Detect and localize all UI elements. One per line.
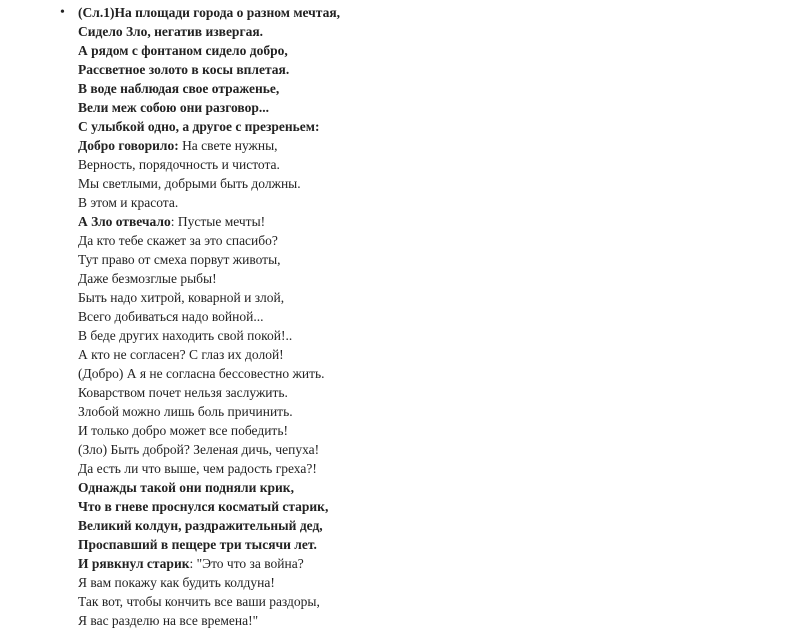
poem-line: Быть надо хитрой, коварной и злой, — [78, 290, 285, 305]
poem-line: Проспавший в пещере три тысячи лет. — [78, 537, 317, 552]
poem-line-rest: : Пустые мечты! — [170, 214, 266, 229]
poem-line: Я вас разделю на все времена!" — [78, 613, 259, 628]
poem-line: И только добро может все победить! — [78, 423, 288, 438]
poem-line: В беде других находить свой покой!.. — [78, 328, 293, 343]
poem-line: Тут право от смеха порвут животы, — [78, 252, 281, 267]
poem-line: Рассветное золото в косы вплетая. — [78, 62, 290, 77]
poem-line: Я вам покажу как будить колдуна! — [78, 575, 275, 590]
poem-line: Мы светлыми, добрыми быть должны. — [78, 176, 301, 191]
poem-line: Злобой можно лишь боль причинить. — [78, 404, 293, 419]
poem-line: Да кто тебе скажет за это спасибо? — [78, 233, 278, 248]
poem-line: Сидело Зло, негатив извергая. — [78, 24, 263, 39]
poem-line: (Сл.1)На площади города о разном мечтая, — [78, 5, 341, 20]
poem-line: Великий колдун, раздражительный дед, — [78, 518, 323, 533]
poem-line: Что в гневе проснулся косматый старик, — [78, 499, 329, 514]
poem-line: А рядом с фонтаном сидело добро, — [78, 43, 288, 58]
poem-line-rest: На свете нужны, — [178, 138, 278, 153]
speaker-label: Добро говорило: — [78, 138, 179, 153]
speaker-label: А Зло отвечало — [78, 214, 171, 229]
poem-line: Всего добиваться надо войной... — [78, 309, 264, 324]
poem-text — [78, 3, 778, 630]
speaker-label: И рявкнул старик — [78, 556, 190, 571]
poem-line: В воде наблюдая свое отраженье, — [78, 81, 280, 96]
poem-line: (Зло) Быть доброй? Зеленая дичь, чепуха! — [78, 442, 320, 457]
poem-line-rest: : "Это что за война? — [189, 556, 304, 571]
poem-line — [78, 554, 778, 573]
bullet-marker: • — [60, 5, 65, 20]
poem-line: Верность, порядочность и чистота. — [78, 157, 280, 172]
poem-line: Однажды такой они подняли крик, — [78, 480, 294, 495]
poem-line — [78, 212, 778, 231]
poem-line: Коварством почет нельзя заслужить. — [78, 385, 288, 400]
poem-line: Да есть ли что выше, чем радость греха?! — [78, 461, 317, 476]
poem-line: В этом и красота. — [78, 195, 179, 210]
poem-line: Так вот, чтобы кончить все ваши раздоры, — [78, 594, 320, 609]
poem-line: Даже безмозглые рыбы! — [78, 271, 217, 286]
poem-line: С улыбкой одно, а другое с презреньем: — [78, 119, 320, 134]
poem-line: (Добро) А я не согласна бессовестно жить. — [78, 366, 325, 381]
poem-line — [78, 136, 778, 155]
poem-line: А кто не согласен? С глаз их долой! — [78, 347, 284, 362]
poem-line: Вели меж собою они разговор... — [78, 100, 269, 115]
